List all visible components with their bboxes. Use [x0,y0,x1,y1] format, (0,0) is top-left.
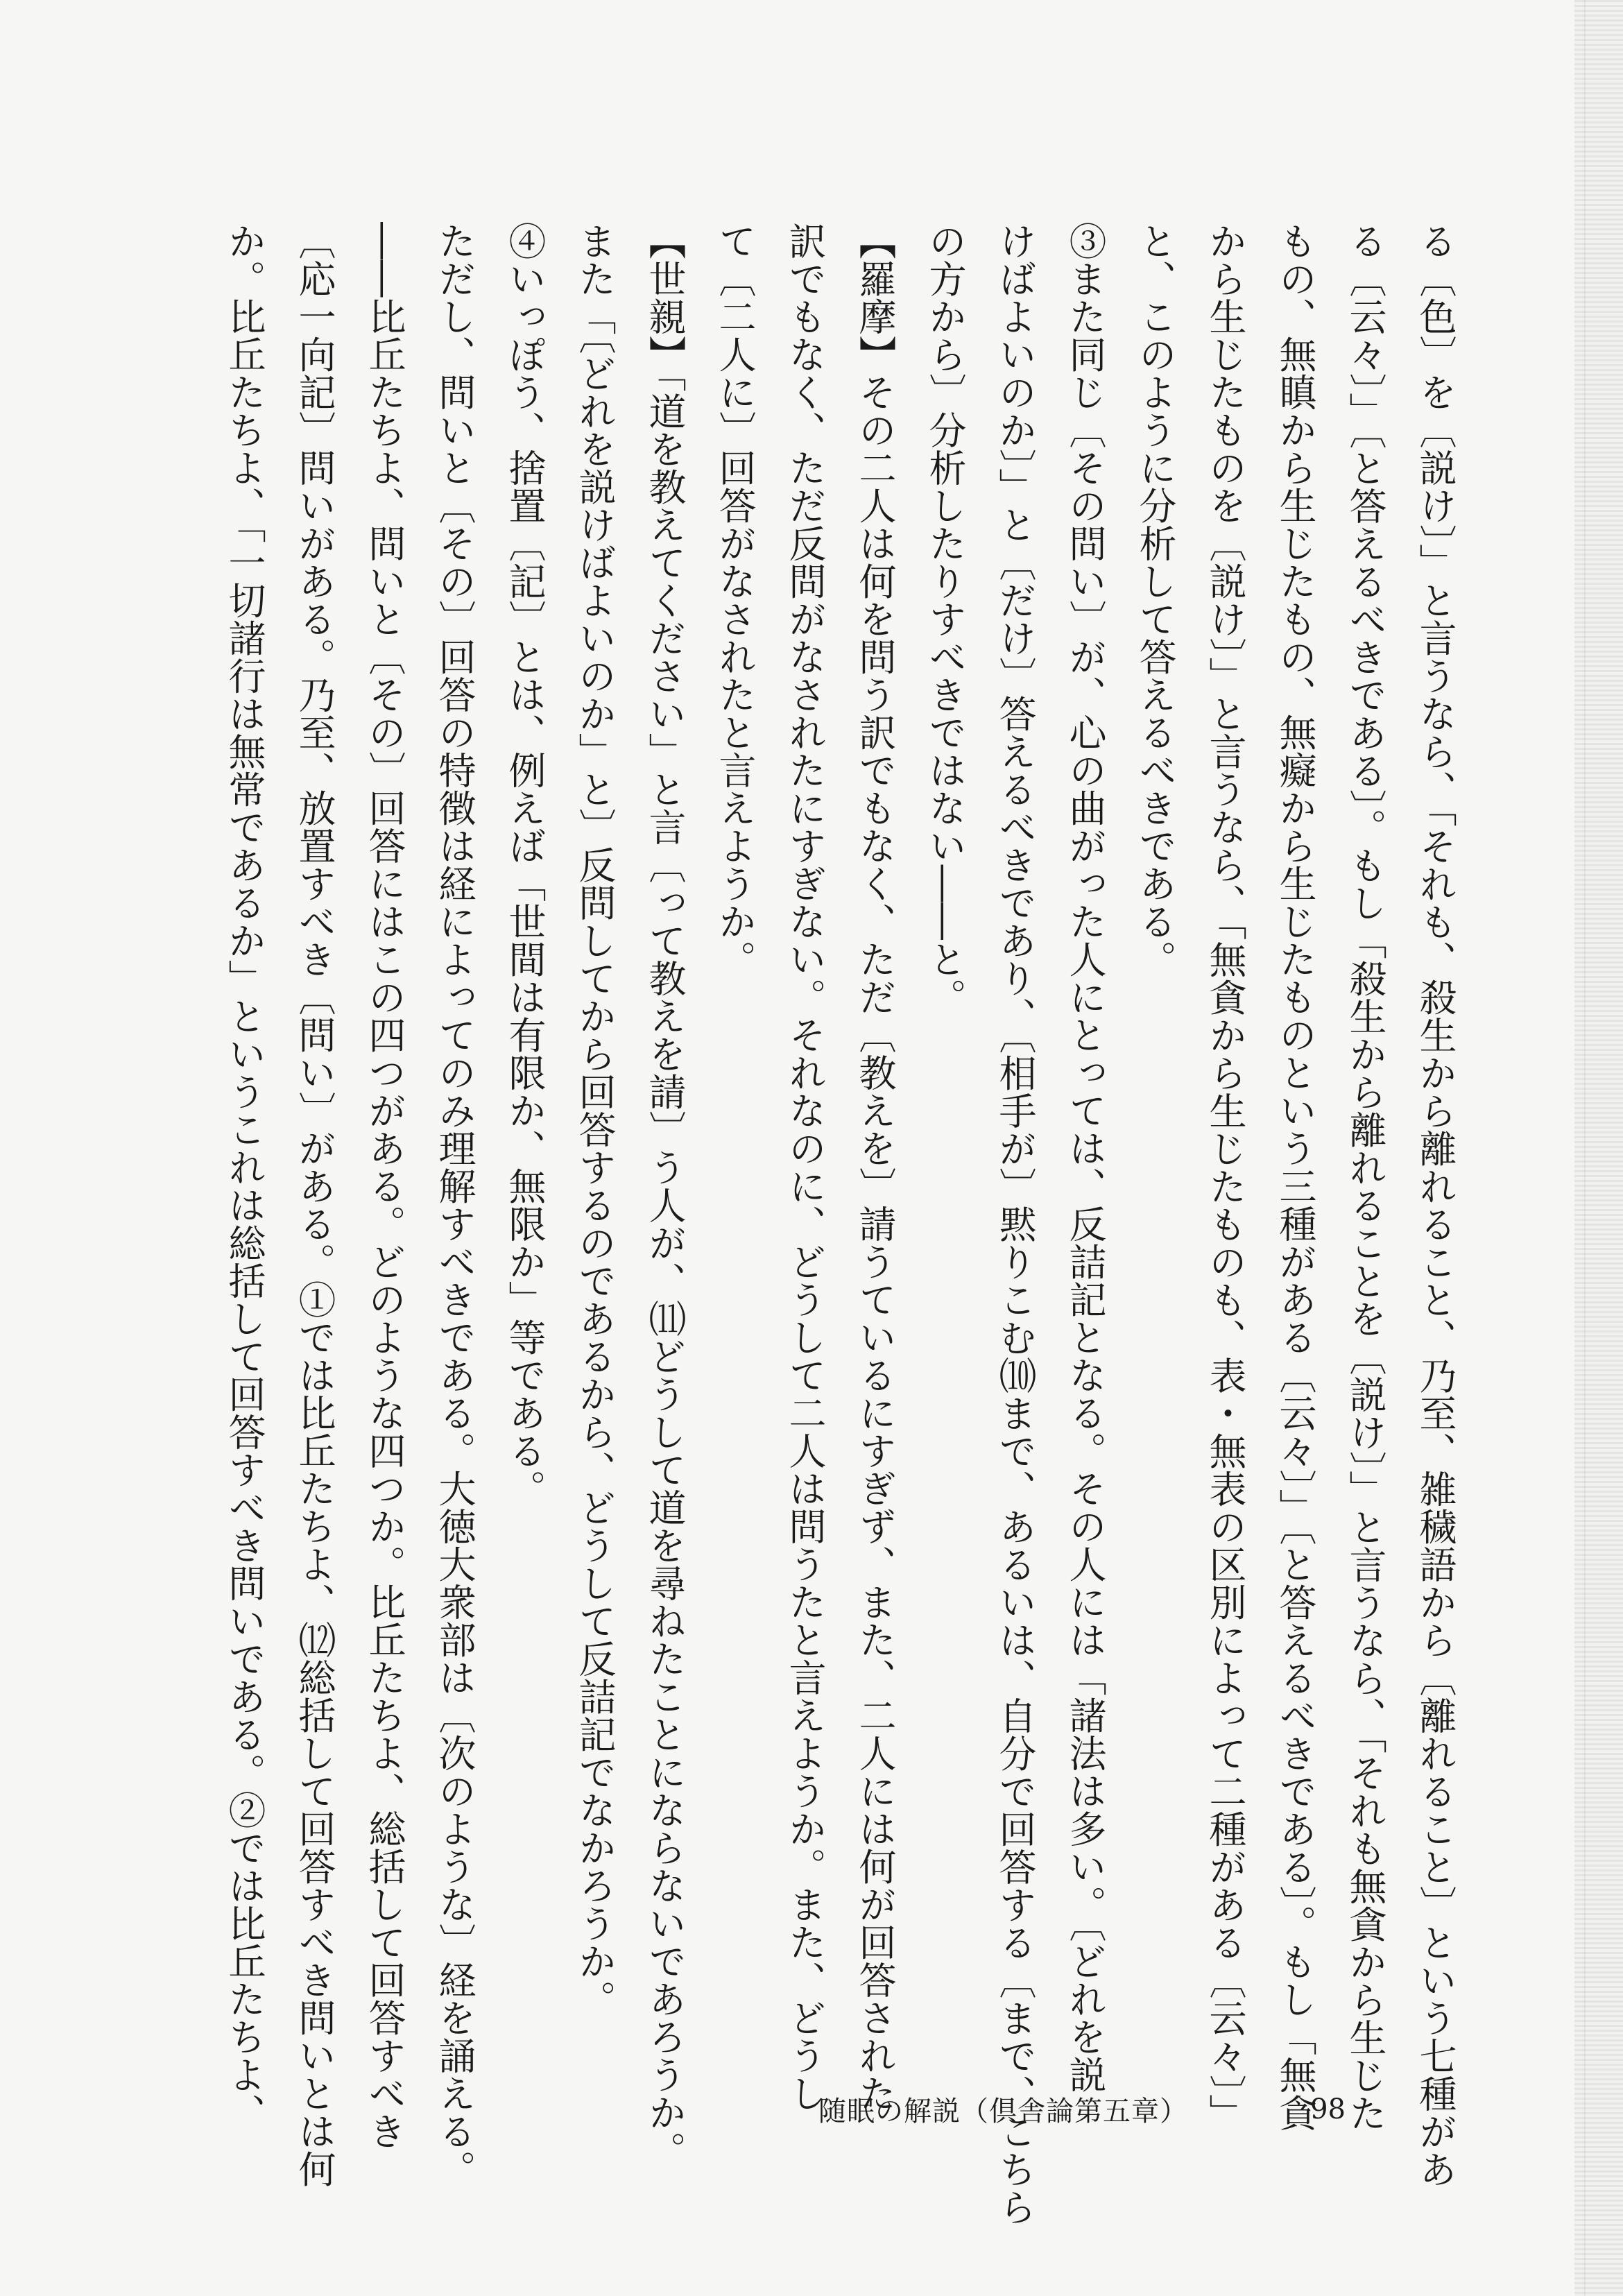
scan-edge-shadow [1574,0,1623,2296]
text-column: また「〔どれを説けばよいのか」と〕反問してから回答するのであるから、どうして反詰記でなかろうか。 [573,222,617,2018]
page-footer [818,2089,1346,2129]
text-column: ただし、問いと〔その〕回答の特徴は経によってのみ理解すべきである。大徳大衆部は〔次のような〕経を誦える。 [433,222,476,2188]
text-column: けばよいのか〕」と〔だけ〕答えるべきであり、〔相手が〕黙りこむ⑽まで、あるいは、自分で回答する〔まで、こちら [993,222,1037,2226]
text-column: ④いっぽう、捨置〔記〕とは、例えば「世間は有限か、無限か」等である。 [503,222,547,1507]
text-column: る〔云々〕」〔と答えるべきである〕。もし「殺生から離れることを〔説け〕」と言うなら、「それも無貪から生じた [1343,222,1387,2132]
text-column: と、このように分析して答えるべきである。 [1133,222,1177,978]
text-column: 〔応一向記〕問いがある。乃至、放置すべき〔問い〕がある。①では比丘たちよ、⑿総括して回答すべき問いとは何 [293,222,336,2188]
text-column: 【羅摩】その二人は何を問う訳でもなく、ただ〔教えを〕請うているにすぎず、また、二人には何が回答された [853,222,897,2112]
text-column: 訳でもなく、ただ反問がなされたにすぎない。それなのに、どうして二人は問うたと言えようか。また、どうし [783,222,827,2112]
running-head: 随眠の解説（倶舎論第五章） [818,2096,1188,2127]
text-column: て〔二人に〕回答がなされたと言えようか。 [713,222,757,978]
text-column: 【世親】「道を教えてください」と言〔って教えを請〕う人が、⑾どうして道を尋ねたことにならないであろうか。 [643,222,687,2169]
text-column: ――比丘たちよ、問いと〔その〕回答にはこの四つがある。どのような四つか。比丘たちよ、総括して回答すべき [363,222,406,2150]
text-column: から生じたものを〔説け〕」と言うなら、「無貪から生じたものも、表・無表の区別によって二種がある〔云々〕」 [1203,222,1247,2132]
text-column: もの、無瞋から生じたもの、無癡から生じたものという三種がある〔云々〕」〔と答えるべきである〕。もし「無貪 [1273,222,1317,2132]
text-column: の方から〕分析したりすべきではない――と。 [923,222,967,1016]
text-column: か。比丘たちよ、「一切諸行は無常であるか」というこれは総括して回答すべき問いである。②では比丘たちよ、 [223,222,266,2132]
page-number: 98 [1310,2093,1346,2125]
text-column: る〔色〕を〔説け〕」と言うなら、「それも、殺生から離れること、乃至、雑穢語から〔離れること〕という七種があ [1414,222,1457,2188]
text-column: ③また同じ〔その問い〕が、心の曲がった人にとっては、反詰記となる。その人には「諸法は多い。〔どれを説 [1063,222,1107,2093]
